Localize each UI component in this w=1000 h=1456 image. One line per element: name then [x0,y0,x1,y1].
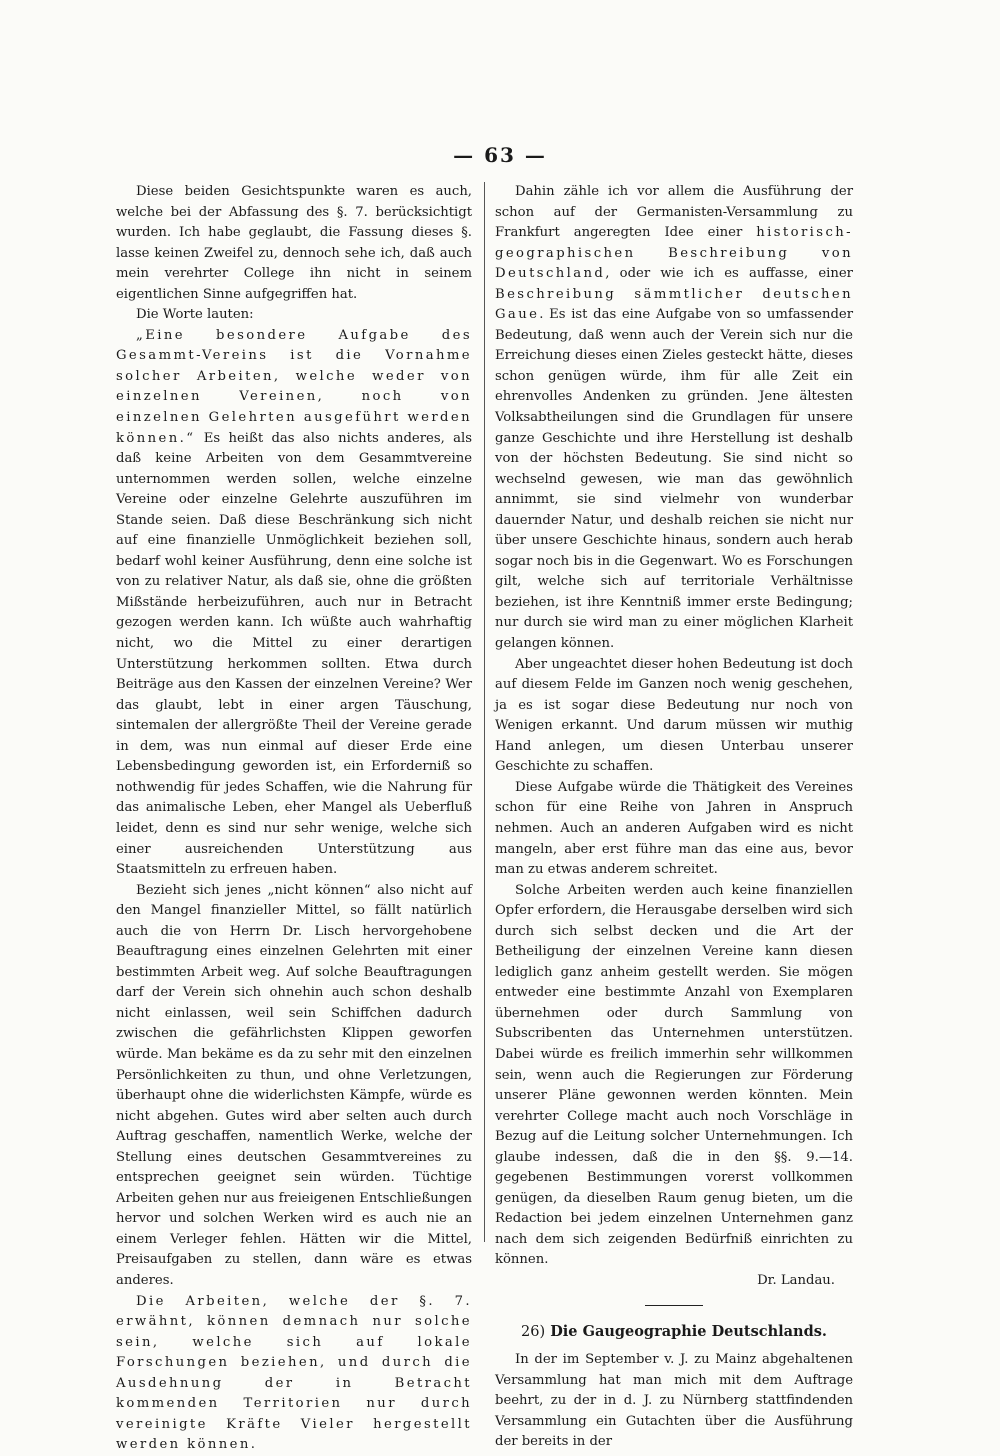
paragraph-text: Dahin zähle ich vor allem die Ausführung der schon auf der Germanisten-Versammlung zu Frankfurt angeregten Idee einer [495,184,853,241]
paragraph: Solche Arbeiten werden auch keine finanziellen Opfer erfordern, die Herausgabe derselben wird sich durch sich selbst decken und die Art der Betheiligung der einzelnen Vereine kann diesen lediglich ganz anheim gestellt werden. Sie mögen entweder eine bestimmte Anzahl von Exemplaren übernehmen oder durch Sammlung von Subscribenten das Unternehmen unterstützen. Dabei würde es freilich immerhin sehr willkommen sein, wenn auch die Regierungen zur Förderung unserer Pläne gewonnen werden könnten. Mein verehrter College macht auch noch Vorschläge in Bezug auf die Leitung solcher Unternehmungen. Ich glaube indessen, daß die in den §§. 9.—14. gegebenen Bestimmungen vorerst vollkommen genügen, da dieselben Raum genug bieten, um die Redaction bei jedem einzelnen Unternehmen ganz nach dem sich zeigenden Bedürfniß einrichten zu können. [495,882,853,1268]
column-divider [484,182,485,1242]
paragraph: Die Arbeiten, welche der §. 7. erwähnt, können demnach nur solche sein, welche sich auf lokale Forschungen beziehen, und durch die Ausdehnung der in Betracht kommenden Territorien nur durch vereinigte Kräfte Vieler hergestellt werden können. [116,1293,472,1453]
paragraph: Diese Aufgabe würde die Thätigkeit des Vereines schon für eine Reihe von Jahren in Anspruch nehmen. Auch an anderen Aufgaben wird es nicht mangeln, aber erst führe man das eine aus, bevor man zu etwas anderem schreitet. [495,779,853,878]
emphasized-text: historisch-geographischen Beschreibung von Deutschland [495,225,853,282]
paragraph-text: , oder wie ich es auffasse, einer [605,266,853,282]
paragraph: Aber ungeachtet dieser hohen Bedeutung ist doch auf diesem Felde im Ganzen noch wenig geschehen, ja es ist sogar diese Bedeutung nur noch von Wenigen erkannt. Und darum müssen wir muthig Hand anlegen, um diesen Unterbau unserer Geschichte zu schaffen. [495,656,853,775]
paragraph: Bezieht sich jenes „nicht können“ also nicht auf den Mangel finanzieller Mittel, so fällt natürlich auch die von Herrn Dr. Lisch hervorgehobene Beauftragung eines einzelnen Gelehrten mit einer bestimmten Arbeit weg. Auf solche Beauftragungen darf der Verein sich ohnehin auch schon deshalb nicht einlassen, weil sein Schiffchen dadurch zwischen die gefährlichsten Klippen geworfen würde. Man bekäme es da zu sehr mit den einzelnen Persönlichkeiten zu thun, und ohne Verletzungen, überhaupt ohne die widerlichsten Kämpfe, würde es nicht abgehen. Gutes wird aber selten auch durch Auftrag geschaffen, namentlich Werke, welche der Stellung eines deutschen Gesammtvereines zu entsprechen geeignet sein würden. Tüchtige Arbeiten gehen nur aus freieigenen Entschließungen hervor und solchen Werken wird es auch nie an einem Verleger fehlen. Hätten wir die Mittel, Preisaufgaben zu stellen, dann wäre es etwas anderes. [116,882,472,1288]
paragraph: Die Worte lauten: [136,307,254,323]
page-number: — 63 — [453,143,547,167]
section-title: Die Gaugeographie Deutschlands. [550,1322,827,1340]
section-rule [645,1305,703,1306]
paragraph [116,326,472,881]
paragraph-text: . Es ist das eine Aufgabe von so umfassender Bedeutung, daß wenn auch der Verein sich nur die Erreichung dieses einen Zieles gesteckt hätte, dieses schon genügen würde, ihm für alle Zeit ein ehrenvolles Andenken zu gründen. Jene ältesten Volksabtheilungen sind die Grundlagen für unsere ganze Geschichte und ihre Herstellung ist deshalb von der höchsten Bedeutung. Sie sind nicht so wechselnd gewesen, wie man das gewöhnlich annimmt, sie sind vielmehr von wunderbar dauernder Natur, und deshalb reichen sie nicht nur über unsere Geschichte hinaus, sondern auch herab sogar noch bis in die Gegenwart. Wo es Forschungen gilt, welche sich auf territoriale Verhältnisse beziehen, ist ihre Kenntniß immer erste Bedingung; nur durch sie wird man zu einer möglichen Klarheit gelangen können. [495,307,853,652]
paragraph: In der im September v. J. zu Mainz abgehaltenen Versammlung hat man mich mit dem Auftrage beehrt, zu der in d. J. zu Nürnberg stattfindenden Versammlung ein Gutachten über die Ausführung der bereits in der [495,1352,853,1450]
signature: Dr. Landau. [757,1272,835,1288]
paragraph-text: Es heißt das also nichts anderes, als daß keine Arbeiten von dem Gesammtvereine unternommen werden sollen, welche einzelne Vereine oder einzelne Gelehrte auszuführen im Stande seien. Daß diese Beschränkung sich nicht auf eine finanzielle Unmöglichkeit beziehen soll, bedarf wohl keiner Ausführung, denn eine solche ist von zu relativer Natur, als daß sie, ohne die größten Mißstände herbeizuführen, auch nur in Betracht gezogen werden kann. Ich wüßte auch wahrhaftig nicht, wo die Mittel zu einer derartigen Unterstützung herkommen sollten. Etwa durch Beiträge aus den Kassen der einzelnen Vereine? Wer das glaubt, lebt in einer argen Täuschung, sintemalen der allergrößte Theil der Vereine gerade in dem, was nun einmal auf dieser Erde eine Lebensbedingung geworden ist, ein Erforderniß so nothwendig für jedes Schaffen, wie die Nahrung für das animalische Leben, eher Mangel als Ueberfluß leidet, denn es sind nur sehr wenige, welche sich einer ausreichenden Unterstützung aus Staatsmitteln zu erfreuen haben. [116,430,472,878]
emphasized-text: Beschreibung sämmtlicher deutschen Gaue [495,286,853,323]
right-column [495,182,853,1453]
section-number: 26) [521,1323,546,1340]
paragraph: Diese beiden Gesichtspunkte waren es auch, welche bei der Abfassung des §. 7. berücksichtigt wurden. Ich habe geglaubt, die Fassung dieses §. lasse keinen Zweifel zu, dennoch sehe ich, daß auch mein verehrter College ihn nicht in seinem eigentlichen Sinne aufgegriffen hat. [116,184,472,302]
left-column [116,182,472,1456]
section-heading [495,1322,853,1343]
paragraph [495,182,853,655]
quoted-statute: „Eine besondere Aufgabe des Gesammt-Vereins ist die Vornahme solcher Arbeiten, welche weder von einzelnen Vereinen, noch von einzelnen Gelehrten ausgeführt werden können.“ [116,327,472,446]
